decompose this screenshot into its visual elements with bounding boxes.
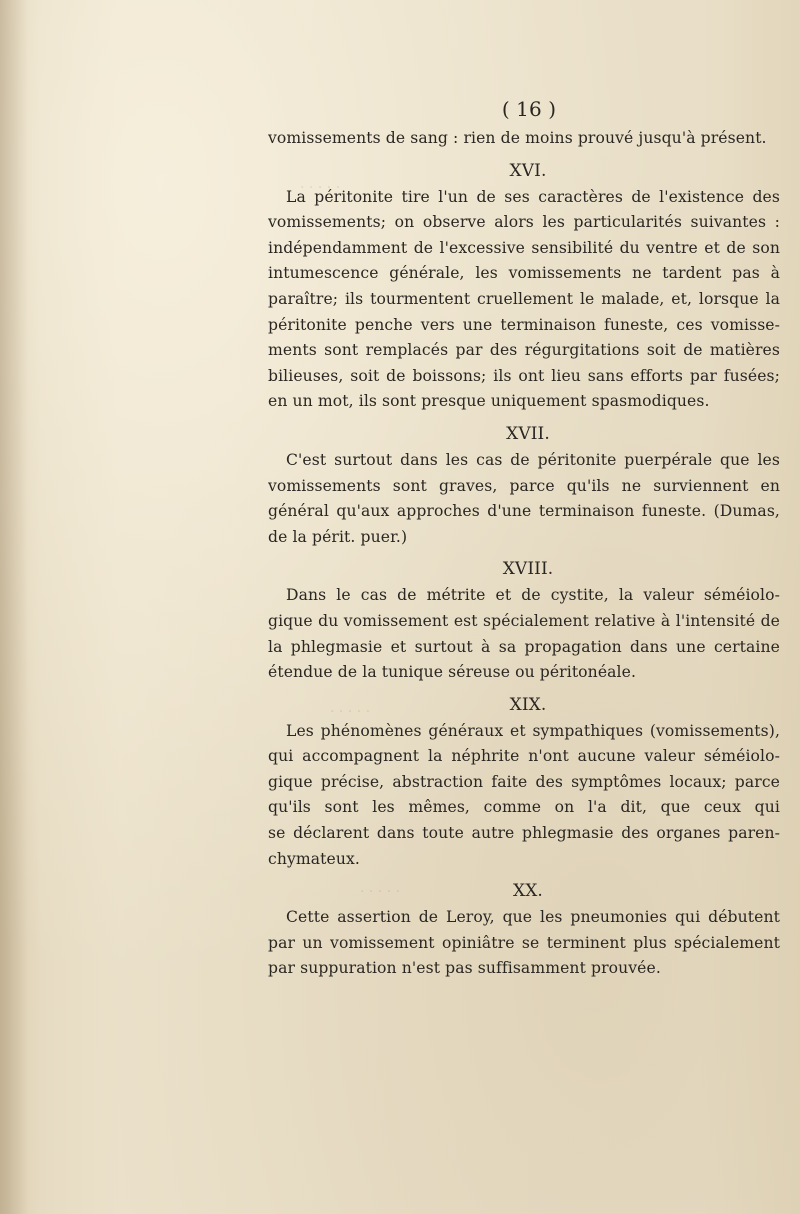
section-heading: XVI. xyxy=(509,160,547,181)
section-heading: XVIII. xyxy=(502,559,554,580)
section-heading: XVII. xyxy=(506,423,550,444)
text-line: étendue de la tunique séreuse ou péritonéale. xyxy=(268,663,637,682)
text-line: vomissements de sang : rien de moins prouvé jusqu'à présent. xyxy=(268,129,767,147)
text-line: bilieuses, soit de boissons; ils ont lieu sans efforts par fusées; xyxy=(268,366,780,385)
text-line: paraître; ils tourmentent cruellement le malade, et, lorsque la xyxy=(268,289,780,308)
text-line: par suppuration n'est pas suffisamment prouvée. xyxy=(268,959,661,978)
text-line: Cette assertion de Leroy, que les pneumonies qui débutent xyxy=(286,908,780,927)
text-line: Dans le cas de métrite et de cystite, la valeur séméiolo- xyxy=(286,586,780,605)
text-line: ments sont remplacés par des régurgitations soit de matières xyxy=(268,341,780,360)
text-line: par un vomissement opiniâtre se terminent plus spécialement xyxy=(268,933,780,952)
page-number: ( 16 ) xyxy=(501,97,557,121)
text-line: la phlegmasie et surtout à sa propagation dans une certaine xyxy=(268,637,780,656)
section-xvii xyxy=(268,421,780,550)
bleed-through-1: . . . . . xyxy=(300,176,341,192)
bleed-through-3: . . . . . xyxy=(360,880,401,896)
section-xviii xyxy=(268,556,780,685)
text-line: se déclarent dans toute autre phlegmasie des organes paren- xyxy=(268,824,780,843)
text-line: chymateux. xyxy=(268,849,360,868)
text-line: indépendamment de l'excessive sensibilité du ventre et de son xyxy=(268,238,780,257)
section-xix xyxy=(268,692,780,873)
section-continuation xyxy=(268,126,780,152)
text-line: qui accompagnent la néphrite n'ont aucune valeur séméiolo- xyxy=(268,747,780,766)
text-line: gique du vomissement est spécialement relative à l'intensité de xyxy=(268,611,780,630)
section-xx xyxy=(268,878,780,982)
binding-shadow xyxy=(0,0,28,1214)
text-line: intumescence générale, les vomissements ne tardent pas à xyxy=(268,264,780,283)
text-line: qu'ils sont les mêmes, comme on l'a dit, que ceux qui xyxy=(268,798,780,817)
text-line: de la périt. puer.) xyxy=(268,527,408,546)
text-line: général qu'aux approches d'une terminaison funeste. (Dumas, xyxy=(268,502,780,521)
section-heading: XX. xyxy=(513,881,543,902)
text-block xyxy=(268,94,780,982)
bleed-through-2: . . . . . xyxy=(330,700,371,716)
text-line: vomissements; on observe alors les particularités suivantes : xyxy=(268,213,780,232)
text-line: C'est surtout dans les cas de péritonite puerpérale que les xyxy=(286,450,780,469)
text-line: Les phénomènes généraux et sympathiques (vomissements), xyxy=(286,721,780,740)
text-line: péritonite penche vers une terminaison funeste, ces vomisse- xyxy=(268,315,780,334)
text-line: gique précise, abstraction faite des symptômes locaux; parce xyxy=(268,772,780,791)
text-line: La péritonite tire l'un de ses caractères de l'existence des xyxy=(286,187,780,206)
text-line: en un mot, ils sont presque uniquement spasmodiques. xyxy=(268,392,710,411)
section-heading: XIX. xyxy=(509,694,547,715)
section-xvi xyxy=(268,158,780,415)
text-line: vomissements sont graves, parce qu'ils ne surviennent en xyxy=(268,476,780,495)
